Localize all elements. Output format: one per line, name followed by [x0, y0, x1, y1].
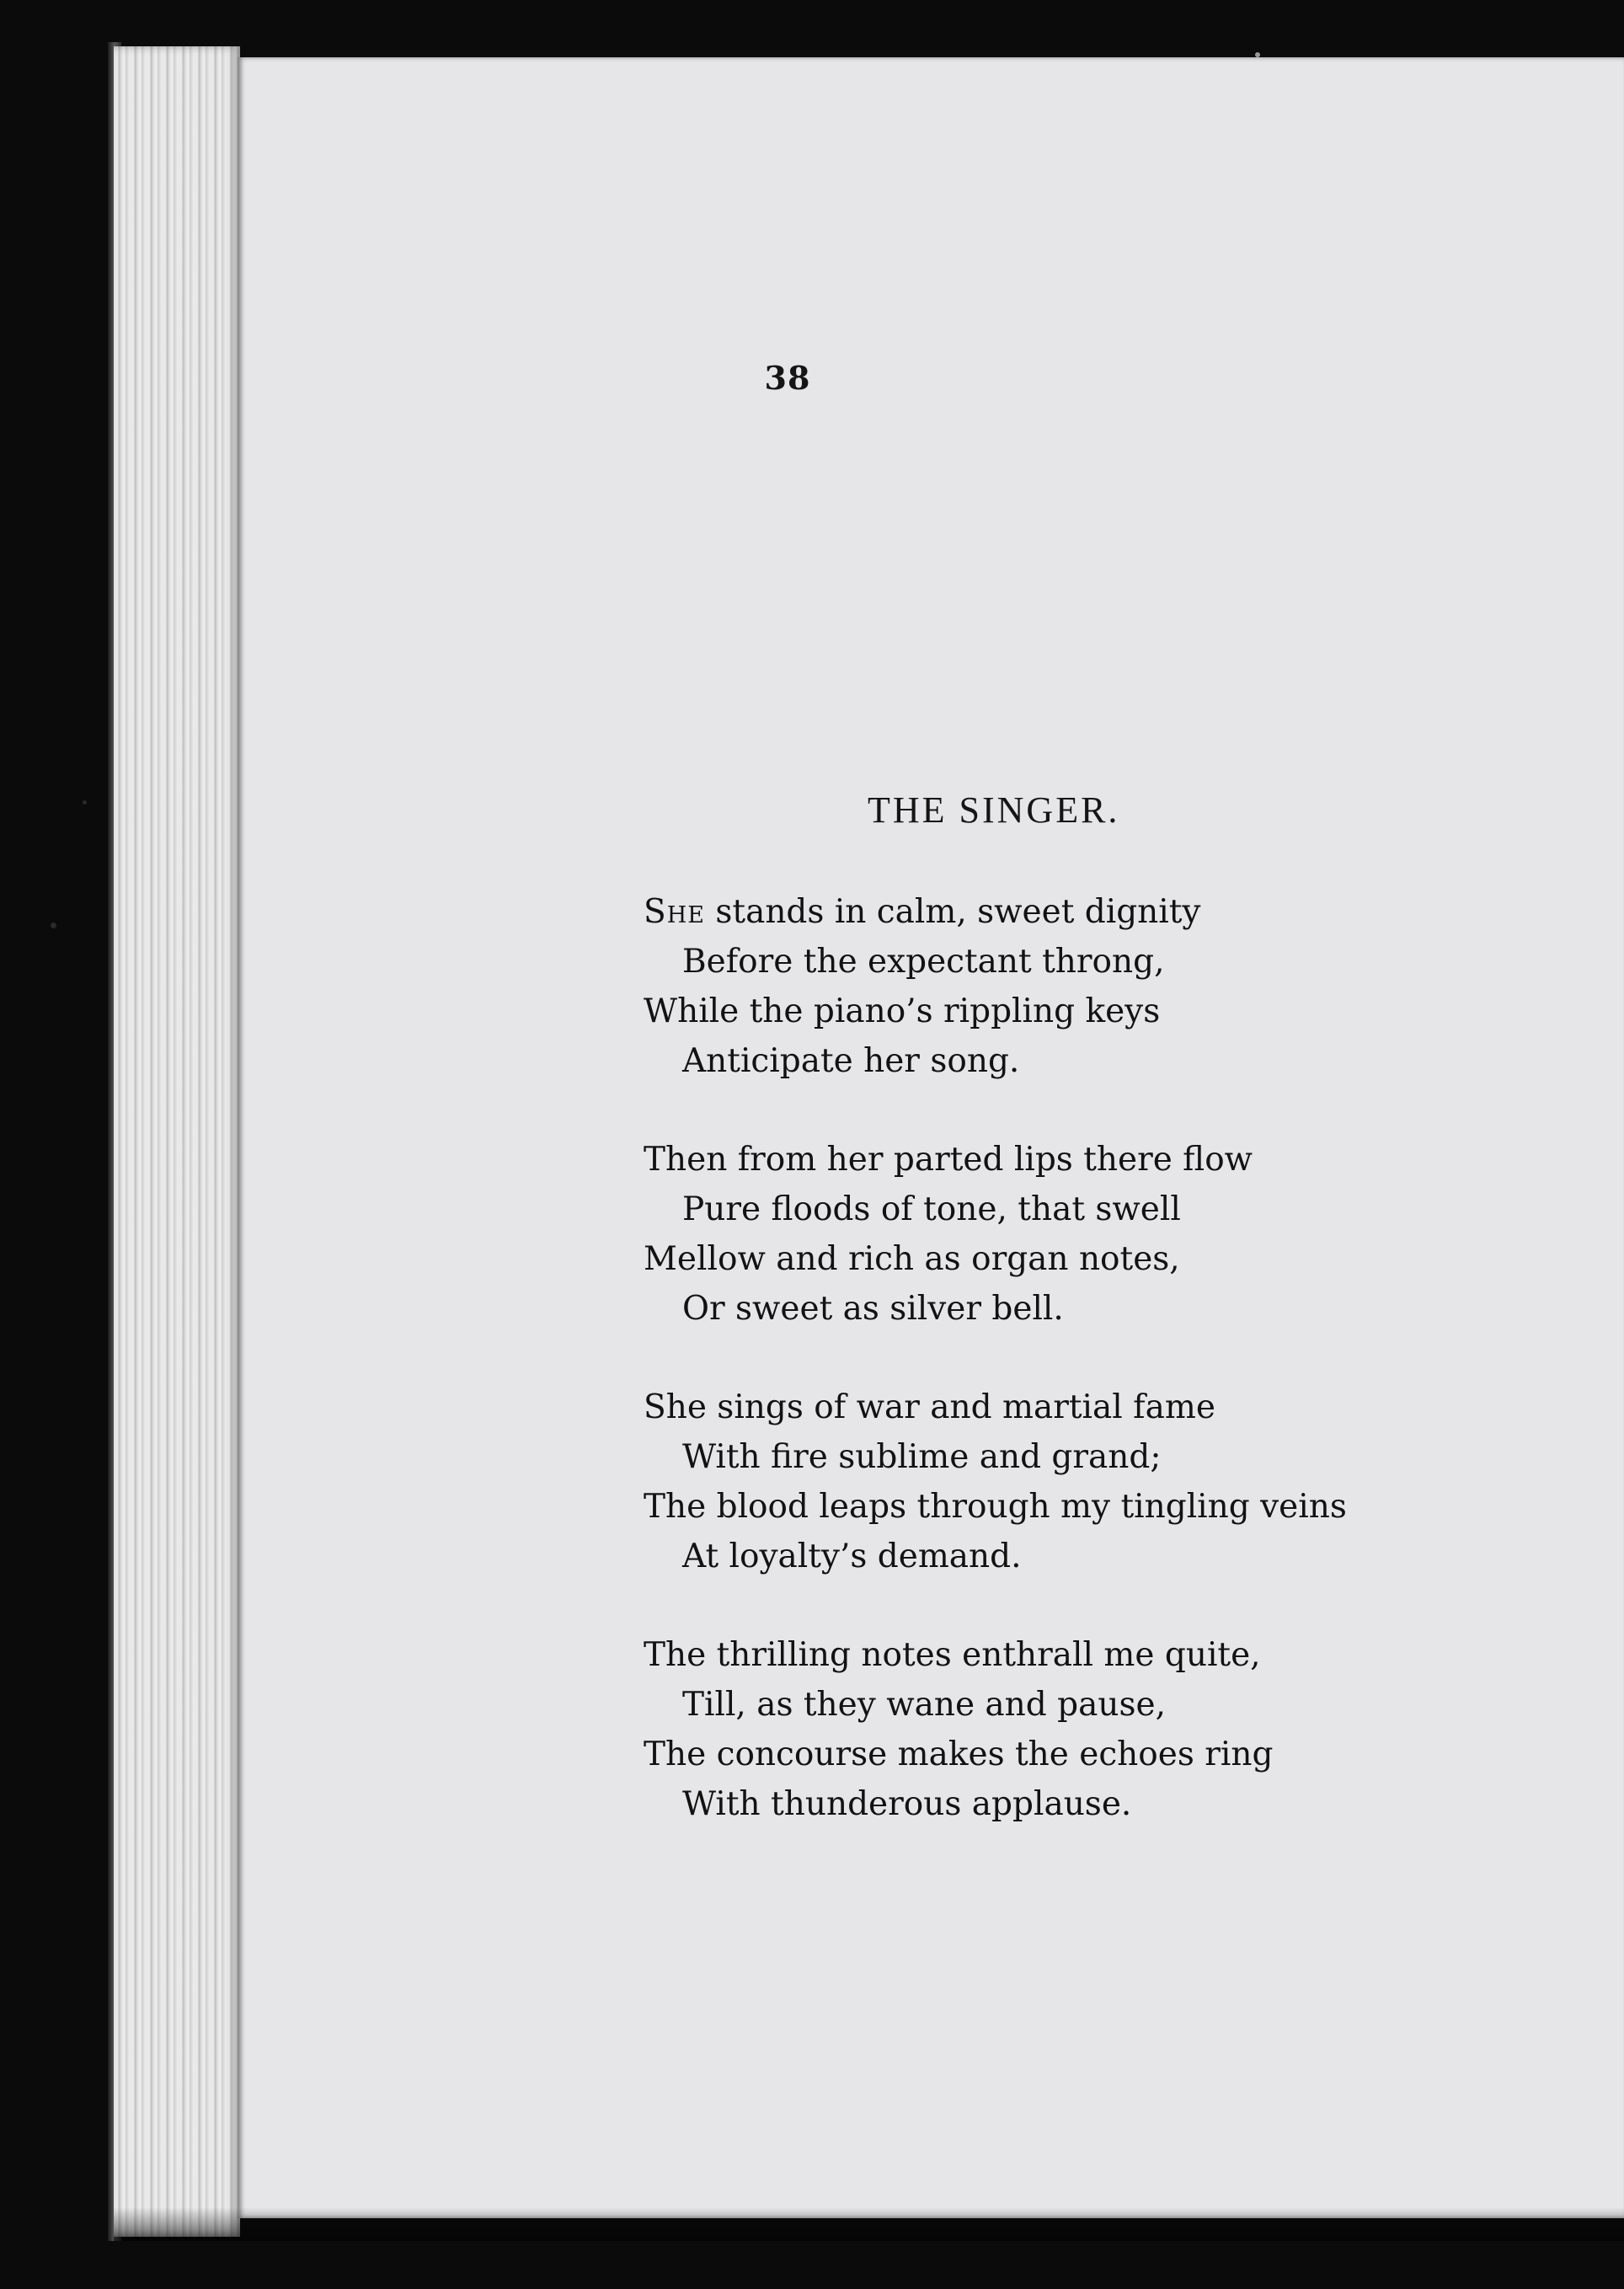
page-number: 38	[764, 359, 811, 397]
stanza-4	[644, 1630, 1347, 1829]
page-bottom-shadow	[114, 2207, 1624, 2241]
scan-speck	[1255, 52, 1260, 57]
poem-line: She sings of war and martial fame	[644, 1388, 1215, 1426]
poem-title: THE SINGER.	[868, 789, 1120, 831]
poem-line: The thrilling notes enthrall me quite,	[644, 1636, 1261, 1674]
poem-line: Mellow and rich as organ notes,	[644, 1240, 1180, 1278]
stanza-3	[644, 1382, 1347, 1581]
poem-line: With thunderous applause.	[682, 1785, 1132, 1823]
poem-line: The concourse makes the echoes ring	[644, 1735, 1274, 1773]
poem-line: Pure floods of tone, that swell	[682, 1190, 1181, 1228]
poem-line: Anticipate her song.	[682, 1042, 1020, 1080]
poem-body	[644, 887, 1347, 1878]
poem-line: The blood leaps through my tingling veins	[644, 1488, 1347, 1526]
poem-line: Before the expectant throng,	[682, 943, 1165, 981]
stanza-2	[644, 1135, 1347, 1334]
poem-line: Till, as they wane and pause,	[682, 1686, 1166, 1724]
drop-lead-word: She	[644, 893, 705, 931]
poem-line	[644, 887, 1347, 937]
scan-speck	[83, 800, 87, 805]
poem-line: With fire sublime and grand;	[682, 1438, 1162, 1476]
poem-line: While the piano’s rippling keys	[644, 992, 1161, 1030]
poem-line: Then from her parted lips there flow	[644, 1141, 1253, 1179]
book-page	[238, 57, 1624, 2218]
scan-speck	[51, 923, 56, 928]
poem-line: Or sweet as silver bell.	[682, 1290, 1064, 1328]
poem-line: At loyalty’s demand.	[682, 1538, 1022, 1575]
line-text: stands in calm, sweet dignity	[704, 893, 1201, 931]
stanza-1	[644, 887, 1347, 1086]
